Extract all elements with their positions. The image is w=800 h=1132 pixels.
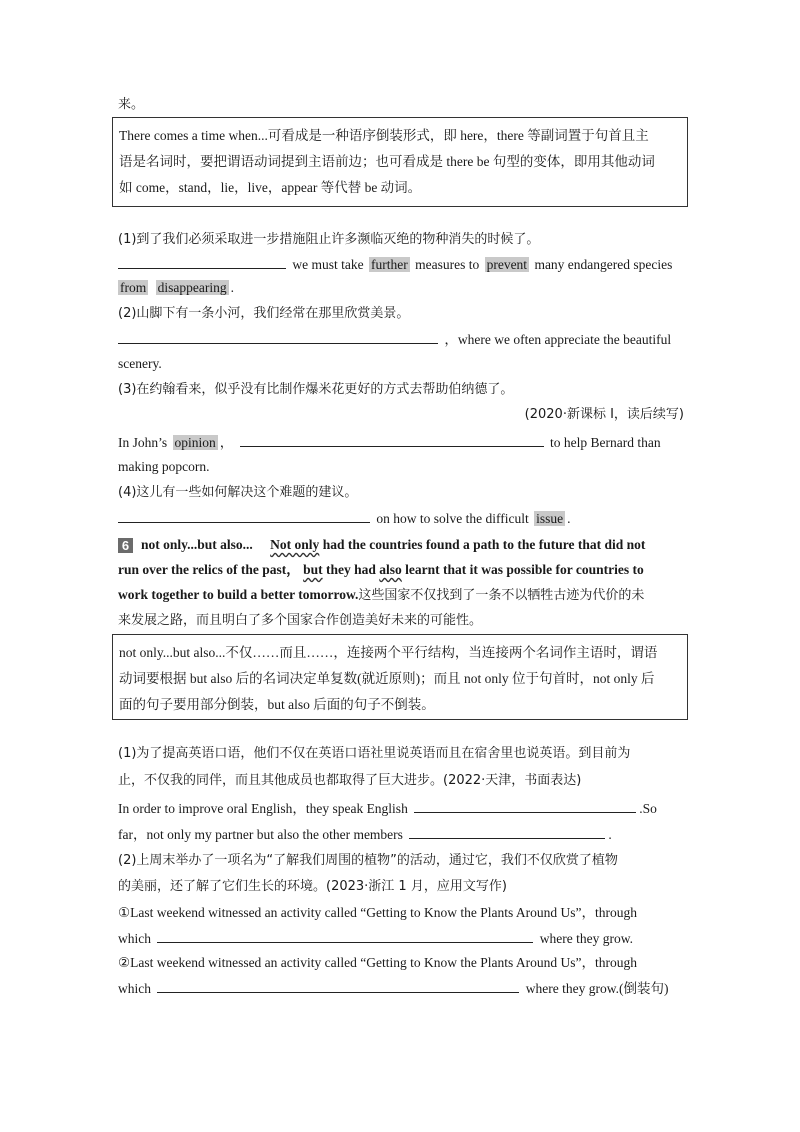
highlight-word: opinion (174, 435, 216, 450)
question-3-sentence-cont: making popcorn. (118, 459, 210, 474)
exercise-2-q2-part1: ①Last weekend witnessed an activity called “Getting to Know the Plants Around Us”，through (118, 905, 637, 920)
answer-blank[interactable] (157, 978, 519, 993)
emphasis-word: but (303, 562, 323, 577)
question-3-prompt: (3)在约翰看来，似乎没有比制作爆米花更好的方式去帮助伯纳德了。 (118, 382, 514, 397)
highlight-word: from (120, 280, 147, 295)
question-3-source: (2020·新课标 Ⅰ，读后续写) (524, 407, 684, 422)
note-line: 面的句子要用部分倒装，but also 后面的句子不倒装。 (119, 697, 435, 712)
question-1-sentence: we must take further measures to prevent many endangered species (118, 254, 684, 275)
exercise-2-q1-sentence-cont: far，not only my partner but also the other members . (118, 824, 684, 845)
answer-blank[interactable] (118, 508, 370, 523)
exercise-2-q2-part2: ②Last weekend witnessed an activity called “Getting to Know the Plants Around Us”，through (118, 955, 637, 970)
point-6-example-line: work together to build a better tomorrow.这些国家不仅找到了一条不以牺牲古迹为代价的未 (118, 587, 645, 603)
point-6-heading: 6 not only...but also... Not only had the countries found a path to the future that did not (118, 535, 684, 555)
exercise-2-q1-sentence: In order to improve oral English，they speak English .So (118, 798, 684, 819)
question-2-sentence-cont: scenery. (118, 356, 162, 371)
answer-blank[interactable] (409, 824, 605, 839)
question-1-sentence-cont: from disappearing . (120, 280, 234, 295)
point-6-example-line: run over the relics of the past， but they had also learnt that it was possible for countries to (118, 562, 644, 577)
highlight-word: prevent (486, 257, 528, 272)
grammar-note-box-2 (112, 634, 688, 720)
highlight-word: further (370, 257, 408, 272)
highlight-word: disappearing (157, 280, 227, 295)
question-4-sentence: on how to solve the difficult issue . (118, 508, 684, 529)
exercise-2-q1-prompt: (1)为了提高英语口语，他们不仅在英语口语社里说英语而且在宿舍里也说英语。到目前为 (118, 746, 631, 761)
note-line: 动词要根据 but also 后的名词决定单复数(就近原则)；而且 not only 位于句首时，not only 后 (119, 671, 655, 686)
question-4-prompt: (4)这儿有一些如何解决这个难题的建议。 (118, 485, 358, 500)
answer-blank[interactable] (118, 254, 286, 269)
highlight-word: issue (536, 511, 564, 526)
grammar-note-box-1 (112, 117, 688, 207)
exercise-2-q2-part2-cont: which where they grow.(倒装句) (118, 978, 684, 999)
answer-blank[interactable] (118, 329, 438, 344)
continued-text: 来。 (118, 97, 145, 112)
emphasis-word: also (379, 562, 402, 577)
point-6-translation: 来发展之路，而且明白了多个国家合作创造美好未来的可能性。 (118, 613, 483, 628)
answer-blank[interactable] (414, 798, 636, 813)
note-line: 语是名词时，要把谓语动词提到主语前边；也可看成是 there be 句型的变体，即用其他动词 (119, 154, 655, 169)
exercise-2-q2-part1-cont: which where they grow. (118, 928, 684, 949)
note-line: 如 come，stand，lie，live，appear 等代替 be 动词。 (119, 180, 422, 195)
exercise-2-q2-prompt-cont: 的美丽，还了解了它们生长的环境。(2023·浙江 1 月，应用文写作) (118, 879, 507, 894)
question-2-prompt: (2)山脚下有一条小河，我们经常在那里欣赏美景。 (118, 306, 410, 321)
question-2-sentence: ，where we often appreciate the beautiful (118, 329, 684, 350)
question-1-prompt: (1)到了我们必须采取进一步措施阻止许多濒临灭绝的物种消失的时候了。 (118, 232, 540, 247)
point-number-badge: 6 (118, 538, 133, 553)
emphasis-word: Not only (270, 537, 320, 552)
question-3-sentence: In John’s opinion ， to help Bernard than (118, 432, 684, 453)
answer-blank[interactable] (240, 432, 544, 447)
note-line: There comes a time when...可看成是一种语序倒装形式，即 here，there 等副词置于句首且主 (119, 128, 649, 143)
exercise-2-q2-prompt: (2)上周末举办了一项名为“了解我们周围的植物”的活动，通过它，我们不仅欣赏了植物 (118, 853, 618, 868)
note-line: not only...but also...不仅……而且……，连接两个平行结构，当连接两个名词作主语时，谓语 (119, 645, 658, 660)
exercise-2-q1-prompt-cont: 止，不仅我的同伴，而且其他成员也都取得了巨大进步。(2022·天津，书面表达) (118, 773, 582, 788)
answer-blank[interactable] (157, 928, 533, 943)
